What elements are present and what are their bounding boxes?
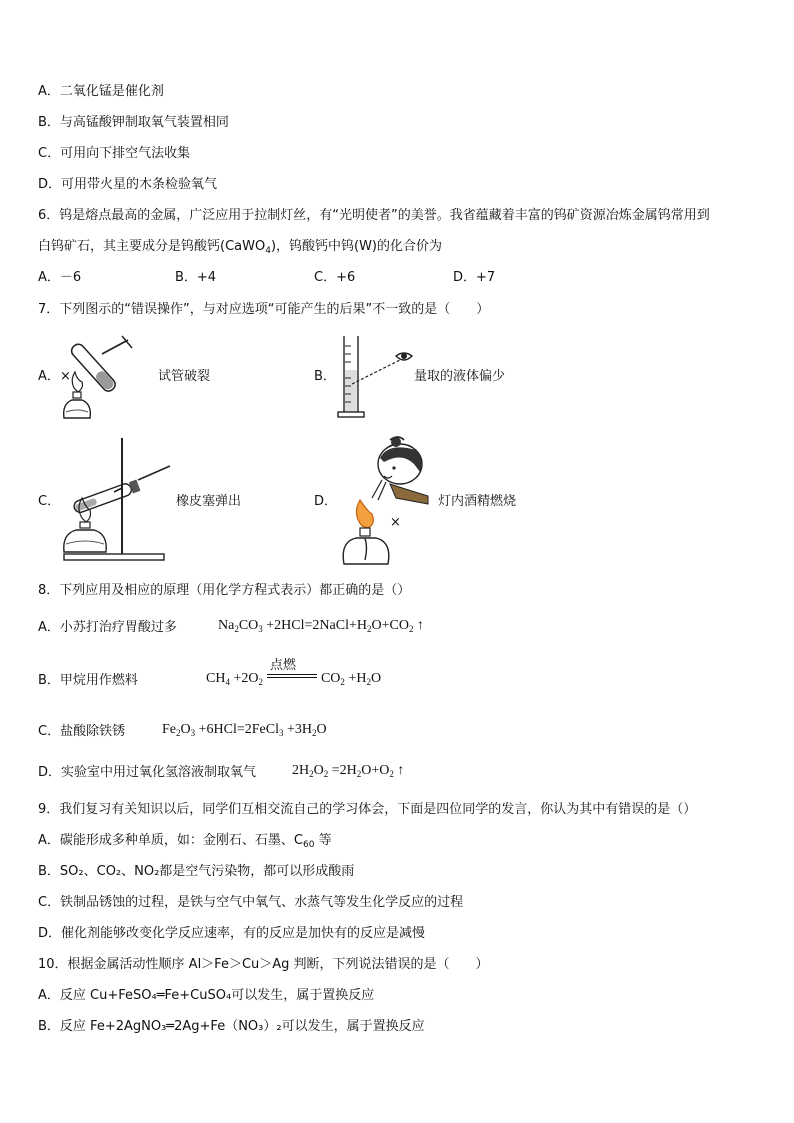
q7-c-text: 橡皮塞弹出: [176, 494, 242, 509]
q7-c-letter: C．: [38, 494, 61, 509]
q5-option-a: A．二氧化锰是催化剂: [38, 84, 164, 99]
q8-b-equation: $CH_4 +2O_2$ $CO_2 +H_2O$: [206, 671, 382, 687]
q6-option-b: B．+4: [175, 270, 217, 285]
q8-c-equation: $Fe_2O_3$ +6HCl=2FeCl$_3$ $+3H_2O$: [162, 722, 327, 738]
q8-a-label: A．小苏打治疗胃酸过多: [38, 620, 177, 635]
q7-a-cross: ×: [60, 369, 71, 384]
q7-c-figure: [58, 436, 178, 566]
q6-option-d: D．+7: [453, 270, 496, 285]
q9-option-c: C．铁制品锈蚀的过程，是铁与空气中氧气、水蒸气等发生化学反应的过程: [38, 895, 464, 910]
q8-c-label: C．盐酸除铁锈: [38, 724, 126, 739]
q7-a-letter: A．: [38, 369, 60, 384]
q10-stem: 10．根据金属活动性顺序 Al＞Fe＞Cu＞Ag 判断，下列说法错误的是（ ）: [38, 957, 489, 972]
q8-stem: 8．下列应用及相应的原理（用化学方程式表示）都正确的是（）: [38, 583, 411, 598]
q5-option-b: B．与高锰酸钾制取氧气装置相同: [38, 115, 229, 130]
q9-stem: 9．我们复习有关知识以后，同学们互相交流自己的学习体会，下面是四位同学的发言，你认为其中有错误的是（）: [38, 802, 697, 817]
q7-a-text: 试管破裂: [158, 369, 211, 384]
q7-d-figure: [338, 434, 438, 568]
q6-option-a: A．－6: [38, 270, 82, 285]
q7-d-text: 灯内酒精燃烧: [438, 494, 517, 509]
q9-option-a: A．碳能形成多种单质，如：金刚石、石墨、$C_{60}$ 等: [38, 833, 332, 850]
q8-b-label: B．甲烷用作燃料: [38, 673, 138, 688]
q7-b-figure: [336, 334, 416, 420]
q8-d-label: D．实验室中用过氧化氢溶液制取氧气: [38, 765, 257, 780]
q6-options: [38, 269, 558, 287]
q5-option-c: C．可用向下排空气法收集: [38, 146, 191, 161]
q7-b-letter: B．: [314, 369, 336, 384]
q6-stem-line1: 6．钨是熔点最高的金属，广泛应用于拉制灯丝，有“光明使者”的美誉。我省蕴藏着丰富的钨矿资源冶炼金属钨常用到: [38, 208, 710, 223]
q7-stem: 7．下列图示的“错误操作”，与对应选项“可能产生的后果”不一致的是（ ）: [38, 302, 490, 317]
q8-a-equation: $Na_2CO_3$ $+2HCl=2NaCl+H_2O+CO_2$ ↑: [218, 618, 424, 634]
q6-option-c: C．+6: [314, 270, 356, 285]
q7-a-figure: [62, 332, 147, 424]
q10-option-b: B．反应 Fe+2AgNO₃═2Ag+Fe（NO₃）₂可以发生，属于置换反应: [38, 1019, 425, 1034]
q9-option-b: B．SO₂、CO₂、NO₂都是空气污染物，都可以形成酸雨: [38, 864, 355, 879]
q10-option-a: A．反应 Cu+FeSO₄═Fe+CuSO₄可以发生，属于置换反应: [38, 988, 375, 1003]
q9-option-d: D．催化剂能够改变化学反应速率，有的反应是加快有的反应是减慢: [38, 926, 426, 941]
q7-d-letter: D．: [314, 494, 338, 509]
q8-b-condition: 点燃: [270, 657, 297, 672]
q7-b-text: 量取的液体偏少: [414, 369, 506, 384]
q7-d-cross: ×: [390, 515, 401, 530]
q6-stem-line2: 白钨矿石，其主要成分是钨酸钙(CaWO$_4$)，钨酸钙中钨(W)的化合价为: [38, 239, 443, 256]
q5-option-d: D．可用带火星的木条检验氧气: [38, 177, 218, 192]
q8-d-equation: $2H_2O_2 =2H_2O+O_2$ ↑: [292, 763, 405, 779]
